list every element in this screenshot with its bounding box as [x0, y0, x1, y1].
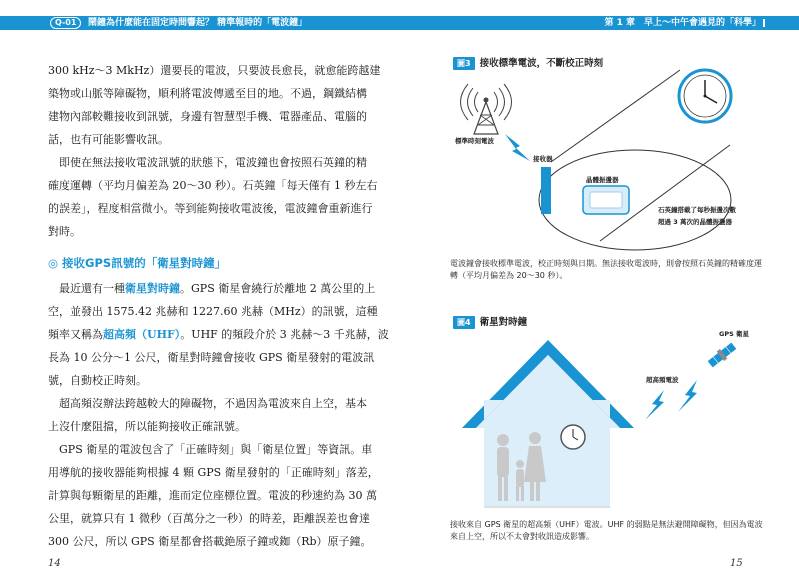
magnifier-line: [551, 70, 680, 162]
figure-title: 衛星對時鐘: [479, 317, 528, 328]
text-line: 超高頻沒辦法跨越較大的障礙物，不過因為電波來自上空，基本: [59, 397, 367, 410]
page-number-left: 14: [48, 558, 61, 569]
text-line: 空，並發出 1575.42 兆赫和 1227.60 兆赫（MHz）的訊號，這種: [48, 305, 378, 318]
text-line: 用導航的接收器能夠根據 4 顆 GPS 衛星發射的「正確時刻」落差，: [48, 466, 379, 479]
text-line: 最近還有一種衛星對時鐘。GPS 衛星會繞行於離地 2 萬公里的上: [59, 282, 376, 295]
text-line: 的誤差」，程度相當微小。等到能夠接收電波後，電波鐘會重新進行: [48, 202, 373, 215]
lightning-bolt-icon: [505, 134, 530, 161]
text-line: 號，自動校正時刻。: [48, 374, 147, 387]
question-title: 鬧鐘為什麼能在固定時間響起？ 精準報時的「電波鐘」: [88, 18, 308, 28]
text-line: 300 kHz～3 MkHz）還要長的電波，只要波長愈長，就愈能跨越建: [48, 64, 381, 77]
crystal-note-line: 超過 3 萬次的晶體振盪器: [658, 218, 733, 226]
radio-tower-icon: [461, 84, 512, 134]
figure-title: 接收標準電波，不斷校正時刻: [479, 58, 604, 69]
text-line: GPS 衛星的電波包含了「正確時刻」與「衛星位置」等資訊。車: [59, 443, 373, 456]
wave-label: 超高頻電波: [646, 376, 679, 384]
wall-clock-icon: [561, 425, 585, 449]
section-heading: ◎ 接收GPS訊號的「衛星對時鐘」: [48, 256, 227, 270]
text-line: 話，也有可能影響收訊。: [48, 133, 169, 146]
text-line: 300 公尺，所以 GPS 衛星都會搭載銫原子鐘或銣（Rb）原子鐘。: [48, 535, 372, 548]
crystal-oscillator-icon: [583, 186, 629, 214]
crystal-note-line: 石英鐘搭載了每秒振盪次數: [658, 206, 736, 214]
figure-4-caption: 接收來自 GPS 衛星的超高頻（UHF）電波。UHF 的弱點是無法避開障礙物，但因為電波來自上空，所以不太會對收訊造成影響。: [450, 520, 763, 541]
text-line: 計算與每顆衛星的距離，進而定位座標位置。電波的秒速約為 30 萬: [48, 489, 377, 502]
page-number-right: 15: [730, 558, 743, 569]
text-line: 即使在無法接收電波訊號的狀態下，電波鐘也會按照石英鐘的精: [59, 156, 367, 169]
wall-clock-icon: [679, 70, 731, 122]
highlight-term: 衛星對時鐘: [125, 282, 180, 295]
tower-label: 標準時刻電波: [455, 137, 494, 145]
figure-number: 圖4: [453, 316, 475, 329]
crystal-label: 晶體振盪器: [586, 176, 619, 184]
receiver-label: 接收器: [533, 155, 553, 163]
text-line: 確度運轉（平均月偏差為 20～30 秒）。石英鐘「每天僅有 1 秒左右: [48, 179, 378, 192]
text-line: 頻率又稱為超高頻（UHF）。UHF 的頻段介於 3 兆赫～3 千兆赫，波: [48, 328, 389, 341]
satellite-label: GPS 衛星: [719, 330, 750, 338]
question-badge: Q-01: [50, 17, 81, 29]
text-line: 長為 10 公分～1 公尺，衛星對時鐘會接收 GPS 衛星發射的電波訊: [48, 351, 375, 364]
highlight-term: 超高頻（UHF）: [103, 328, 181, 341]
receiver-bar: [541, 167, 551, 214]
figure-3-caption: 電波鐘會接收標準電波，校正時刻與日期。無法接收電波時，則會按照石英鐘的精確度運轉（平均月偏差為 20～30 秒）。: [450, 259, 762, 280]
text-line: 建物內部較難接收到訊號，身邊有智慧型手機、電器產品、電腦的: [48, 110, 367, 123]
chapter-title: 第 1 章 早上～中午會遇見的「科學」: [604, 18, 761, 28]
text-line: 上沒什麼阻擋，所以能夠接收正確訊號。: [48, 420, 246, 433]
figure-number: 圖3: [453, 57, 475, 70]
text-line: 築物或山脈等障礙物，順利將電波傳遞至目的地。不過，鋼鐵結構: [48, 87, 367, 100]
text-line: 公里，就算只有 1 微秒（百萬分之一秒）的時差，距離誤差也會達: [48, 512, 370, 525]
text-line: 對時。: [48, 225, 81, 238]
